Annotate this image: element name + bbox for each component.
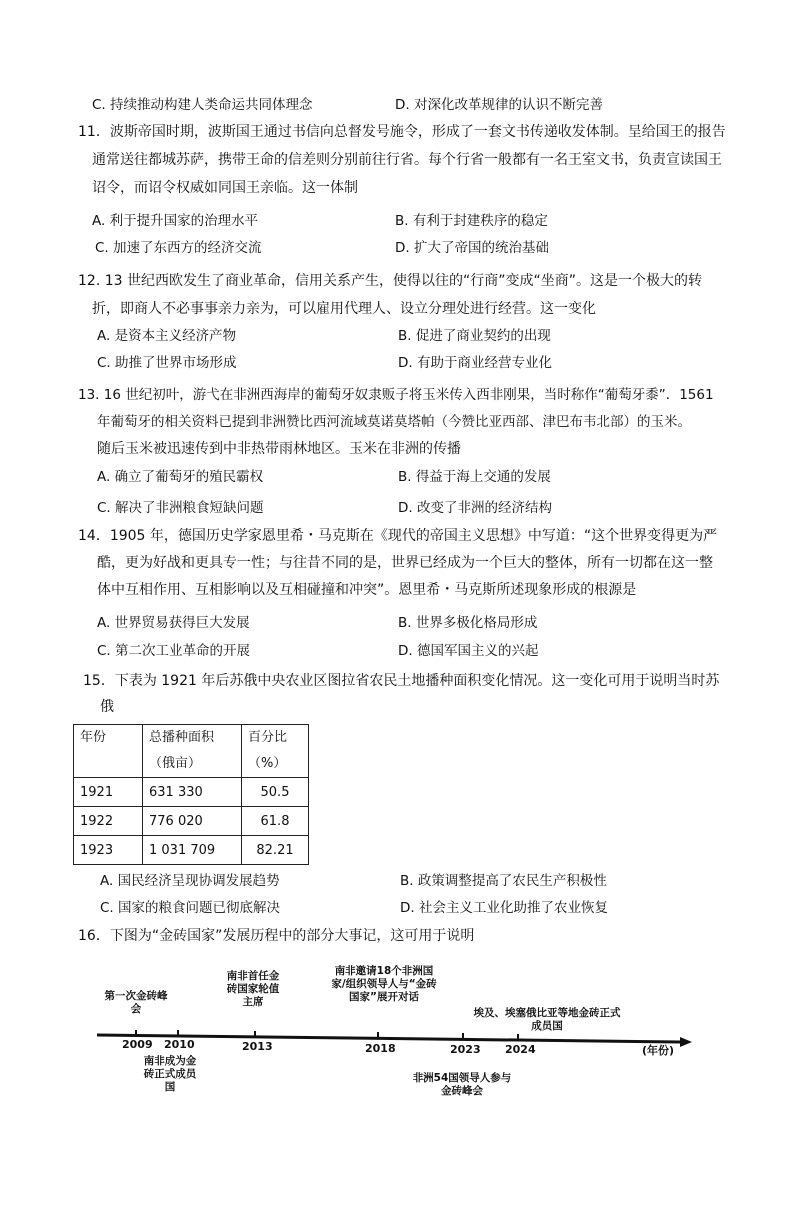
table-row [74, 778, 309, 807]
table-header-cell: 总播种面积（俄亩） [143, 725, 242, 778]
q11-option-a: A. 利于提升国家的治理水平 [92, 213, 259, 229]
q13-option-a: A. 确立了葡萄牙的殖民霸权 [97, 469, 264, 485]
event-2023: 非洲54国领导人参与金砖峰会 [412, 1072, 512, 1097]
q11-option-c: C. 加速了东西方的经济交流 [95, 240, 262, 256]
q10-option-c: C. 持续推动构建人类命运共同体理念 [92, 97, 313, 113]
year-2024: 2024 [505, 1043, 536, 1056]
event-2024: 埃及、埃塞俄比亚等地金砖正式成员国 [473, 1007, 621, 1032]
q13-option-c: C. 解决了非洲粮食短缺问题 [97, 500, 264, 516]
sowing-area-table [73, 724, 309, 865]
q14-option-a: A. 世界贸易获得巨大发展 [97, 615, 250, 631]
q12-option-b: B. 促进了商业契约的出现 [398, 328, 551, 344]
table-cell: 1923 [74, 836, 143, 865]
table-cell: 1 031 709 [143, 836, 242, 865]
q13-stem-line1: 13. 16 世纪初叶，游弋在非洲西海岸的葡萄牙奴隶贩子将玉米传入西非刚果，当时称作“葡萄牙黍”．1561 [78, 387, 714, 403]
brics-timeline [92, 960, 702, 1110]
event-2009: 第一次金砖峰会 [104, 990, 168, 1015]
timeline-unit: (年份) [642, 1044, 675, 1057]
table-cell: 61.8 [242, 807, 309, 836]
q14-stem-line3: 体中互相作用、互相影响以及互相碰撞和冲突”。恩里希・马克斯所述现象形成的根源是 [97, 582, 637, 598]
table-cell: 50.5 [242, 778, 309, 807]
q11-stem-line3: 诏令，而诏令权威如同国王亲临。这一体制 [92, 180, 358, 196]
q13-option-b: B. 得益于海上交通的发展 [398, 469, 551, 485]
q12-option-d: D. 有助于商业经营专业化 [398, 355, 552, 371]
q15-stem-line2: 俄 [100, 699, 114, 715]
q12-stem-line1: 12. 13 世纪西欧发生了商业革命，信用关系产生，使得以往的“行商”变成“坐商”。这是一个极大的转 [78, 273, 702, 289]
q14-stem-line1: 14．1905 年，德国历史学家恩里希・马克斯在《现代的帝国主义思想》中写道：“这个世界变得更为严 [78, 528, 718, 544]
table-cell: 82.21 [242, 836, 309, 865]
year-2010: 2010 [164, 1038, 195, 1051]
q15-option-b: B. 政策调整提高了农民生产积极性 [400, 873, 607, 889]
table-cell: 1922 [74, 807, 143, 836]
q11-stem-line2: 通常送往都城苏萨，携带王命的信差则分别前往行省。每个行省一般都有一名王室文书，负责宣读国王 [92, 152, 722, 168]
q15-stem-line1: 15．下表为 1921 年后苏俄中央农业区图拉省农民土地播种面积变化情况。这一变化可用于说明当时苏 [83, 673, 720, 689]
table-row [74, 807, 309, 836]
table-header-cell: 百分比（%） [242, 725, 309, 778]
q15-option-c: C. 国家的粮食问题已彻底解决 [100, 900, 281, 916]
q13-stem-line2: 年葡萄牙的相关资料已提到非洲赞比西河流域莫诺莫塔帕（今赞比亚西部、津巴布韦北部）的玉米。 [97, 414, 691, 430]
event-2013: 南非首任金砖国家轮值主席 [226, 970, 280, 1008]
table-cell: 631 330 [143, 778, 242, 807]
q14-stem-line2: 酷，更为好战和更具专一性；与往昔不同的是，世界已经成为一个巨大的整体，所有一切都在这一整 [97, 555, 713, 571]
q12-stem-line2: 折，即商人不必事事亲力亲为，可以雇用代理人、设立分理处进行经营。这一变化 [92, 301, 596, 317]
year-2023: 2023 [450, 1043, 481, 1056]
q11-stem-line1: 11．波斯帝国时期，波斯国王通过书信向总督发号施令，形成了一套文书传递收发体制。呈给国王的报告 [78, 124, 726, 140]
year-2018: 2018 [365, 1042, 396, 1055]
q14-option-d: D. 德国军国主义的兴起 [398, 643, 539, 659]
q14-option-b: B. 世界多极化格局形成 [398, 615, 538, 631]
event-2018: 南非邀请18个非洲国家/组织领导人与“金砖国家”展开对话 [331, 965, 437, 1003]
q12-option-a: A. 是资本主义经济产物 [97, 328, 237, 344]
year-2009: 2009 [122, 1038, 153, 1051]
q13-stem-line3: 随后玉米被迅速传到中非热带雨林地区。玉米在非洲的传播 [97, 441, 461, 457]
year-2013: 2013 [242, 1040, 273, 1053]
q15-option-a: A. 国民经济呈现协调发展趋势 [100, 873, 280, 889]
q16-stem-line1: 16．下图为“金砖国家”发展历程中的部分大事记，这可用于说明 [78, 928, 475, 944]
table-row [74, 836, 309, 865]
q14-option-c: C. 第二次工业革命的开展 [97, 643, 251, 659]
q10-option-d: D. 对深化改革规律的认识不断完善 [395, 97, 603, 113]
q15-option-d: D. 社会主义工业化助推了农业恢复 [400, 900, 608, 916]
q11-option-d: D. 扩大了帝国的统治基础 [395, 240, 549, 256]
table-header-cell: 年份 [74, 725, 143, 778]
table-header-row [74, 725, 309, 778]
table-cell: 776 020 [143, 807, 242, 836]
event-2010: 南非成为金砖正式成员国 [143, 1055, 197, 1093]
table-cell: 1921 [74, 778, 143, 807]
q11-option-b: B. 有利于封建秩序的稳定 [395, 213, 548, 229]
q12-option-c: C. 助推了世界市场形成 [97, 355, 237, 371]
q13-option-d: D. 改变了非洲的经济结构 [398, 500, 552, 516]
